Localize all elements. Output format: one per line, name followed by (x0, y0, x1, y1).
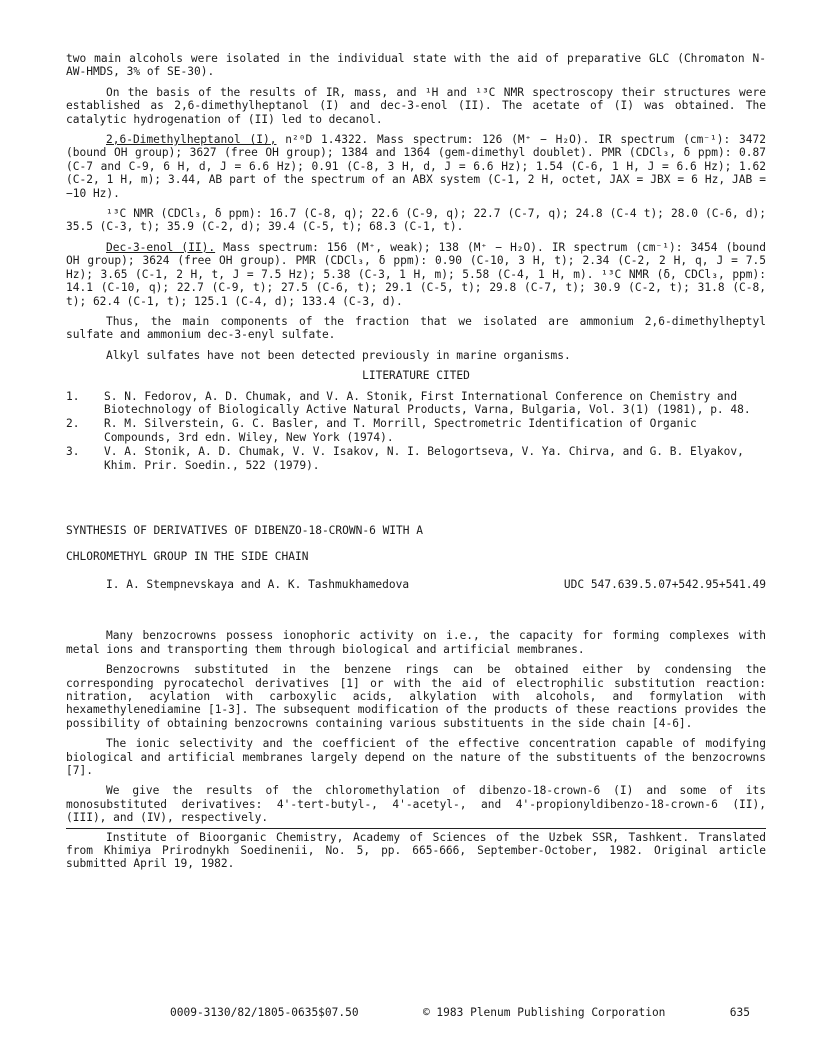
paragraph-alcohols-isolated: two main alcohols were isolated in the individual state with the aid of preparative GLC (Chromaton N-AW-HMDS, 3% of SE-30). (66, 52, 766, 79)
reference-item (66, 445, 766, 472)
footnote-divider (66, 828, 766, 829)
reference-item (66, 417, 766, 444)
journal-code: 0009-3130/82/1805-0635$07.50 (170, 1006, 359, 1019)
article-paragraph-3: The ionic selectivity and the coefficient of the effective concentration capable of modifying biological and artificial membranes largely depend on the nature of the substituents of the benzocrowns [7]. (66, 737, 766, 778)
compound-label-dec-3-enol: Dec-3-enol (II). (106, 240, 216, 254)
paragraph-alkyl-sulfates: Alkyl sulfates have not been detected previously in marine organisms. (106, 348, 571, 362)
paragraph-13c-nmr: ¹³C NMR (CDCl₃, δ ppm): 16.7 (C-8, q); 22.6 (C-9, q); 22.7 (C-7, q); 24.8 (C-4 t); 28.0 (C-6, d); 35.5 (C-3, t); 35.9 (C-2, d); 39.4 (C-5, t); 68.3 (C-1, t). (66, 207, 766, 234)
reference-text: S. N. Fedorov, A. D. Chumak, and V. A. Stonik, First International Conference on Chemistry and Biotechnology of Biologically Active Natural Products, Varna, Bulgaria, Vol. 3(1) (1981), p. 48. (104, 389, 751, 416)
reference-text: V. A. Stonik, A. D. Chumak, V. V. Isakov, N. I. Belogortseva, V. Ya. Chirva, and G. B. Elyakov, Khim. Prir. Soedin., 522 (1979). (104, 445, 744, 472)
reference-list (66, 390, 766, 472)
copyright-notice: © 1983 Plenum Publishing Corporation (422, 1006, 666, 1019)
paragraph-dec-3-enol (66, 241, 766, 308)
article-title (66, 518, 766, 570)
reference-number: 1. (66, 389, 80, 403)
compound-label-dimethylheptanol: 2,6-Dimethylheptanol (I), (106, 133, 277, 147)
authors-row (106, 578, 766, 591)
paragraph-dimethylheptanol (66, 133, 766, 200)
paragraph-conclusion: Thus, the main components of the fraction that we isolated are ammonium 2,6-dimethylheptyl sulfate and ammonium dec-3-enyl sulfate. (66, 314, 766, 342)
page-body (66, 52, 766, 871)
affiliation-footnote: Institute of Bioorganic Chemistry, Academy of Sciences of the Uzbek SSR, Tashkent. Translated from Khimiya Prirodnykh Soedinenii, No. 5, pp. 665-666, September-October, 1982. Original article submitted April 19, 1982. (66, 830, 766, 871)
reference-number: 3. (66, 445, 80, 459)
page-number: 635 (729, 1006, 750, 1019)
article-title-line-1: SYNTHESIS OF DERIVATIVES OF DIBENZO-18-CROWN-6 WITH A (66, 523, 423, 537)
reference-text: R. M. Silverstein, G. C. Basler, and T. Morrill, Spectrometric Identification of Organic Compounds, 3rd edn. Wiley, New York (1974). (104, 417, 697, 444)
article-paragraph-4: We give the results of the chloromethylation of dibenzo-18-crown-6 (I) and some of its monosubstituted derivatives: 4'-tert-butyl-, 4'-acetyl-, and 4'-propionyldibenzo-18-crown-6 (II), (III), and (IV), respectively. (66, 784, 766, 825)
article-paragraph-1: Many benzocrowns possess ionophoric activity on i.e., the capacity for forming complexes with metal ions and transporting them through biological and artificial membranes. (66, 629, 766, 656)
page-footer (170, 1006, 750, 1019)
reference-item (66, 390, 766, 417)
dimethylheptanol-data: n²⁰D 1.4322. Mass spectrum: 126 (M⁺ − H₂O). IR spectrum (cm⁻¹): 3472 (bound OH group); 3627 (free OH group); 1384 and 1364 (gem-dimethyl doublet). PMR (CDCl₃, δ ppm): 0.87 (C-7 and C-9, 6 H, d, J = 6.6 Hz); 0.91 (C-8, 3 H, d, J = 6.6 Hz); 1.54 (C-6, 1 H, J = 6.6 Hz); 1.62 (C-2, 1 H, m); 3.44, AB part of the spectrum of an ABX system (C-1, 2 H, octet, JAX = JBX = 6 Hz, JAB = −10 Hz). (66, 133, 766, 200)
article-authors: I. A. Stempnevskaya and A. K. Tashmukhamedova (106, 577, 410, 591)
dec-3-enol-data: Mass spectrum: 156 (M⁺, weak); 138 (M⁺ − H₂O). IR spectrum (cm⁻¹): 3454 (bound OH group); 3624 (free OH group). PMR (CDCl₃, δ ppm): 0.90 (C-10, 3 H, t); 2.34 (C-2, 2 H, q, J = 7.5 Hz); 3.65 (C-1, 2 H, t, J = 7.5 Hz); 5.38 (C-3, 1 H, m); 5.58 (C-4, 1 H, m). ¹³C NMR (δ, CDCl₃, ppm): 14.1 (C-10, q); 22.7 (C-9, t); 27.5 (C-6, t); 29.1 (C-5, t); 29.8 (C-7, t); 30.9 (C-2, t); 31.8 (C-8, t); 62.4 (C-1, t); 125.1 (C-4, d); 133.4 (C-3, d). (66, 240, 766, 308)
udc-code: UDC 547.639.5.07+542.95+541.49 (563, 577, 766, 591)
reference-number: 2. (66, 417, 80, 431)
article-title-line-2: CHLOROMETHYL GROUP IN THE SIDE CHAIN (66, 549, 309, 563)
article-paragraph-2: Benzocrowns substituted in the benzene rings can be obtained either by condensing the corresponding pyrocatechol derivatives [1] or with the aid of electrophilic substitution reaction: nitration, acylation with carboxylic acids, alkylation with alcohols, and formylation with hexamethylenediamine [1-3]. The subsequent modification of the products of these reactions provides the possibility of obtaining benzocrowns containing various substituents in the side chain [4-6]. (66, 663, 766, 730)
literature-heading: LITERATURE CITED (362, 369, 470, 383)
paragraph-structures: On the basis of the results of IR, mass, and ¹H and ¹³C NMR spectroscopy their structures were established as 2,6-dimethylheptanol (I) and dec-3-enol (II). The acetate of (I) was obtained. The catalytic hydrogenation of (II) led to decanol. (66, 85, 766, 126)
